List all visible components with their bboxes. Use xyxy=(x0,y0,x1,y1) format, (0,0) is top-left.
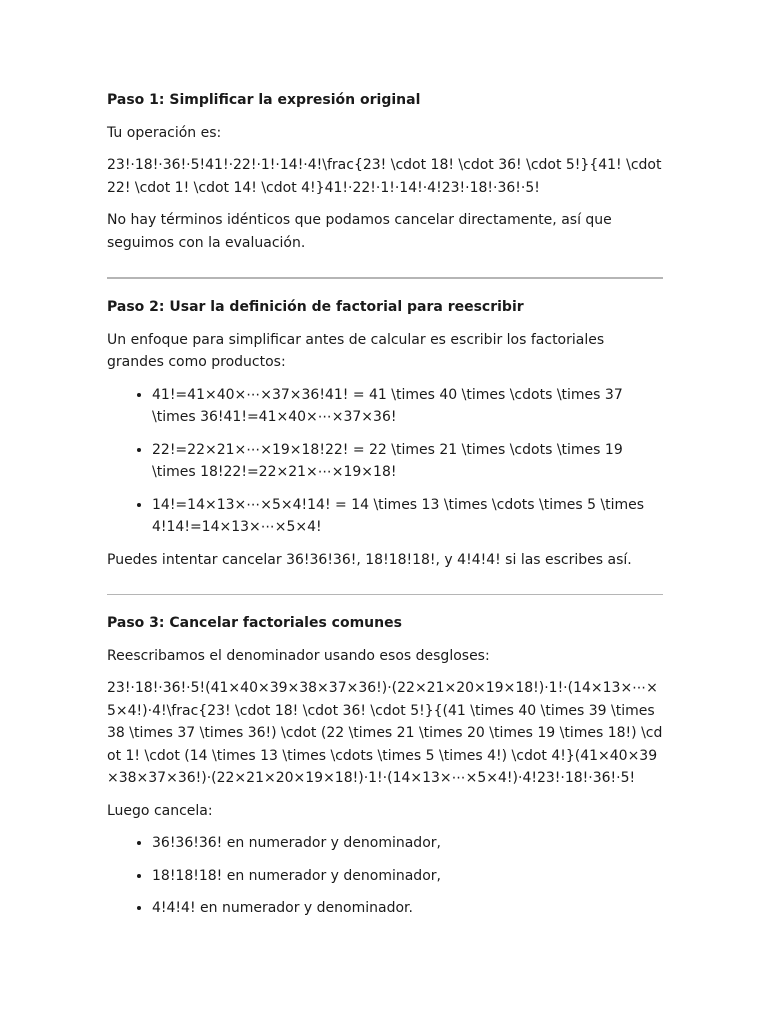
step2-note: Puedes intentar cancelar 36!36!36!, 18!18!18!, y 4!4!4! si las escribes así. xyxy=(107,551,632,568)
list-item: • 18!18!18! en numerador y denominador, xyxy=(152,865,663,888)
step1-note: No hay términos idénticos que podamos cancelar directamente, así que seguimos con la evaluación. xyxy=(107,212,612,251)
step1-intro: Tu operación es: xyxy=(107,124,222,141)
section-divider xyxy=(107,594,663,595)
document-content xyxy=(107,89,663,930)
step1-title: Paso 1: Simplificar la expresión original xyxy=(107,92,421,108)
step3-then: Luego cancela: xyxy=(107,802,213,819)
step3-intro: Reescribamos el denominador usando esos desgloses: xyxy=(107,647,490,664)
section-divider xyxy=(107,277,663,279)
step2-intro: Un enfoque para simplificar antes de calcular es escribir los factoriales grandes como productos: xyxy=(107,331,605,370)
list-item: • 36!36!36! en numerador y denominador, xyxy=(152,832,663,855)
list-item: • 22!=22×21×⋯×19×18!22! = 22 \times 21 \times \cdots \times 19 \times 18!22!=22×21×⋯×19×18! xyxy=(152,439,663,484)
list-item: • 4!4!4! en numerador y denominador. xyxy=(152,897,663,920)
step3-list xyxy=(107,832,663,920)
list-item: • 41!=41×40×⋯×37×36!41! = 41 \times 40 \times \cdots \times 37 \times 36!41!=41×40×⋯×37×36! xyxy=(152,384,663,429)
list-item: • 14!=14×13×⋯×5×4!14! = 14 \times 13 \times \cdots \times 5 \times 4!14!=14×13×⋯×5×4! xyxy=(152,494,663,539)
step2-title: Paso 2: Usar la definición de factorial para reescribir xyxy=(107,299,524,315)
step3-title: Paso 3: Cancelar factoriales comunes xyxy=(107,615,402,631)
step2-list xyxy=(107,384,663,539)
step1-formula: 23!·18!·36!·5!41!·22!·1!·14!·4!\frac{23! \cdot 18! \cdot 36! \cdot 5!}{41! \cdot 22! \cdot 1! \cdot 14! \cdot 4!}41!·22!·1!·14!·4!23!·18!·36!·5! xyxy=(107,157,662,196)
step3-formula: 23!·18!·36!·5!(41×40×39×38×37×36!)·(22×21×20×19×18!)·1!·(14×13×⋯×5×4!)·4!\frac{23! \cdot 18! \cdot 36! \cdot 5!}{(41 \times 40 \times 39 \times 38 \times 37 \times 36!) \cdot (22 \times 21 \times 20 \times 19 \times 18!) \cdot 1! \cdot (14 \times 13 \times \cdots \times 5 \times 4!) \cdot 4!}(41×40×39×38×37×36!)·(22×21×20×19×18!)·1!·(14×13×⋯×5×4!)·4!23!·18!·36!·5! xyxy=(107,680,663,786)
